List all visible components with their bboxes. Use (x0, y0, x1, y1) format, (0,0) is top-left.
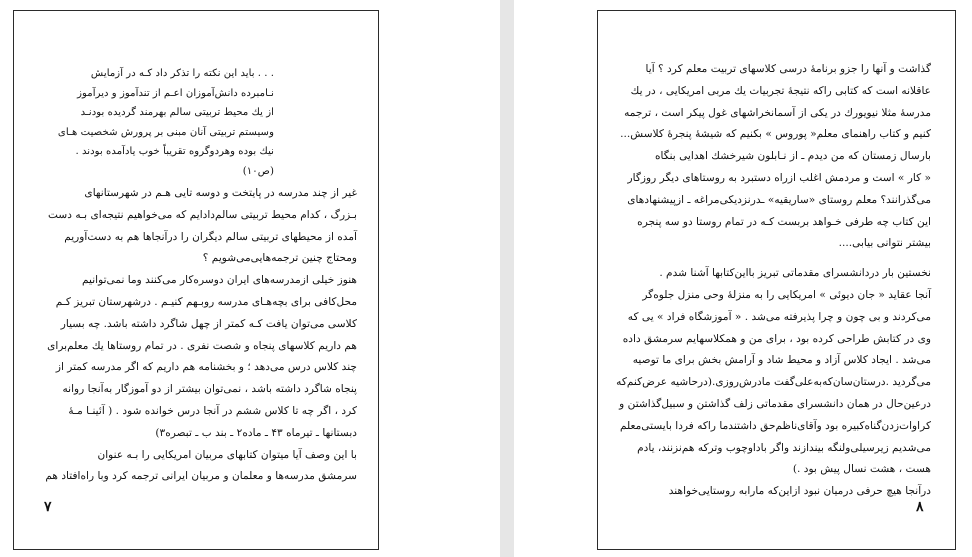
text-line: محل‌کافی برای بچه‌هـای مدرسه روبـهم کنیـم . درشهرستان تبریز کـم (55, 295, 357, 308)
quote-line: نـامبرده دانش‌آموزان اعـم از تندآموز و دیرآموز (77, 87, 274, 99)
text-line: می‌کردند و بی چون و چرا پذیرفته می‌شد . « آموزشگاه فراد » یی که (627, 310, 931, 323)
text-line: نخستین بار دردانشسرای مقدماتی تبریز بااین‌کتابها آشنا شدم . (659, 267, 931, 280)
text-line: کلاسی می‌توان یافت کـه کمتر از چهل شاگرد داشته باشد. چه بسیار (60, 317, 357, 330)
text-line: آمده از محیطهای تربیتی سالم دیگران را درآنجاها هم به دست‌آوریم (64, 230, 357, 243)
quote-line: . . . باید این نکته را تذکر داد کـه در آزمایش (90, 68, 274, 79)
text-line: درآنجا هیچ حرفی درمیان نبود ازاین‌که مارابه روستایی‌خواهند (668, 485, 931, 498)
text-line: بـزرگ ، کدام محیط تربیتی سالم‌دادایم که می‌خواهیم نتیجه‌ای بـه دست (48, 208, 357, 221)
text-line: چند کلاس درس می‌دهد ؛ و بخشنامه هم داریم که اگر مدرسه کمتر از (55, 361, 357, 374)
text-line: سرمشق مدرسه‌ها و معلمان و مربیان ایرانی ترجمه کرد وبا راه‌افتاد هم (45, 470, 357, 483)
quote-line: از یك محیط تربیتی سالم بهرمند گردیده بودنـد (80, 107, 274, 119)
text-line: هم داریم کلاسهای پنجاه و شصت نفری . در تمام روستاها یك معلم‌برای (47, 339, 357, 352)
text-line: بارسال زمستان که من دیدم ـ از نـابلون شیرخشك اهدایی بنگاه (654, 150, 931, 163)
text-line: وی در کتابش طراحی کرده بود ، برای من و همکلاسهایم سرمشق داده (622, 332, 931, 345)
text-line: مدرسهٔ مثلا نیویورك در یکی از آسمانخراشهای غول پیکر است ، ترجمه (624, 106, 931, 119)
text-line: کنیم و کتاب راهنمای معلم« پوروس » بکنیم که شیشهٔ پنجرهٔ کلاسش... (620, 128, 931, 141)
quote-line: نیك بوده وهردوگروه تقریباً خوب یادآمده بودند . (75, 146, 274, 158)
text-line: پنجاه شاگرد داشته باشد ، نمی‌توان بیشتر از دو آموزگار به‌آنجا روانه (62, 383, 357, 396)
quote-line: وسیستم تربیتی آنان مبنی بر پرورش شخصیت هـای (57, 126, 274, 138)
text-line: کرد ، اگر چه تا کلاس ششم در آنجا درس خوانده شود . ( آئینـا مـهٔ (68, 404, 357, 417)
viewer-gutter (500, 0, 514, 557)
text-line: ومحتاج چنین ترجمه‌هایی‌می‌شویم ؟ (202, 252, 357, 265)
text-line: « کار » است و مردمش اغلب ازراه دستبرد به روستاهای دیگر روزگار (627, 171, 931, 184)
text-line: غیر از چند مدرسه در پایتخت و دوسه تایی هـم در شهرستانهای (84, 187, 357, 199)
text-line: دبستانها ـ تیرماه ۴۳ ـ ماده‌۲ ـ بند ب ـ تبصره۳) (155, 426, 357, 439)
text-line: هنوز خیلی ازمدرسه‌های ایران دوسره‌کار می‌کنند وما نمی‌توانیم (81, 274, 357, 287)
page-number: ۸ (916, 499, 924, 515)
body-text (616, 59, 931, 503)
quoted-passage (44, 64, 274, 182)
text-line: گذاشت و آنها را جزو برنامهٔ درسی کلاسهای تربیت معلم کرد ؟ آیا (645, 63, 931, 75)
text-line: کراوات‌زدن‌گناه‌کبیره بود وآقای‌ناظم‌حق داشتندما راکه فردا بایستی‌معلم (619, 419, 931, 432)
text-line: آنجا عقاید « جان دیوئی » امریکایی را به منزلهٔ وحی منزل جلوه‌گر (642, 288, 931, 301)
book-page-right (597, 10, 956, 550)
text-line: می‌شد . ایجاد کلاس آزاد و محیط شاد و آرامش بخش برای ما توصیه (632, 354, 931, 367)
text-line: درعین‌حال در همان دانشسرای مقدماتی زلف گذاشتن و سبیل‌گذاشتن و (619, 397, 931, 410)
text-line: بیشتر نتوانی بیابی.... (838, 237, 931, 250)
text-line: این کتاب چه طرفی خـواهد بربست کـه در تمام روستا دو سه پنجره (637, 215, 931, 228)
quote-reference: (ص۱۰) (242, 165, 274, 177)
body-text (35, 183, 357, 488)
book-page-left (13, 10, 379, 550)
page-number: ۷ (44, 499, 52, 515)
text-line: می‌گردید .درستا‌ن‌سان‌که‌به‌علی‌گفت مادرش‌روزی.(درحاشیه عرض‌کنم‌که (616, 376, 931, 389)
text-line: عاقلانه است که کتابی راکه نتیجهٔ تجربیات یك مربی امریکایی ، در یك (630, 84, 931, 97)
text-line: با این وصف آیا میتوان کتابهای مربیان امریکایی را بـه عنوان (97, 448, 357, 461)
text-line: می‌گذرانند؟ معلم روستای «ساریقیه» ـدرنزدیکی‌مراغه ـ ازپیشنهادهای (627, 193, 931, 206)
text-line: می‌شدیم زیرسیلی‌ولنگه بیندازند واگر باداوچوب وترکه هم‌نزنند، یادم (637, 441, 931, 454)
text-line: هست ، هشت نسال پیش بود .) (792, 463, 931, 476)
